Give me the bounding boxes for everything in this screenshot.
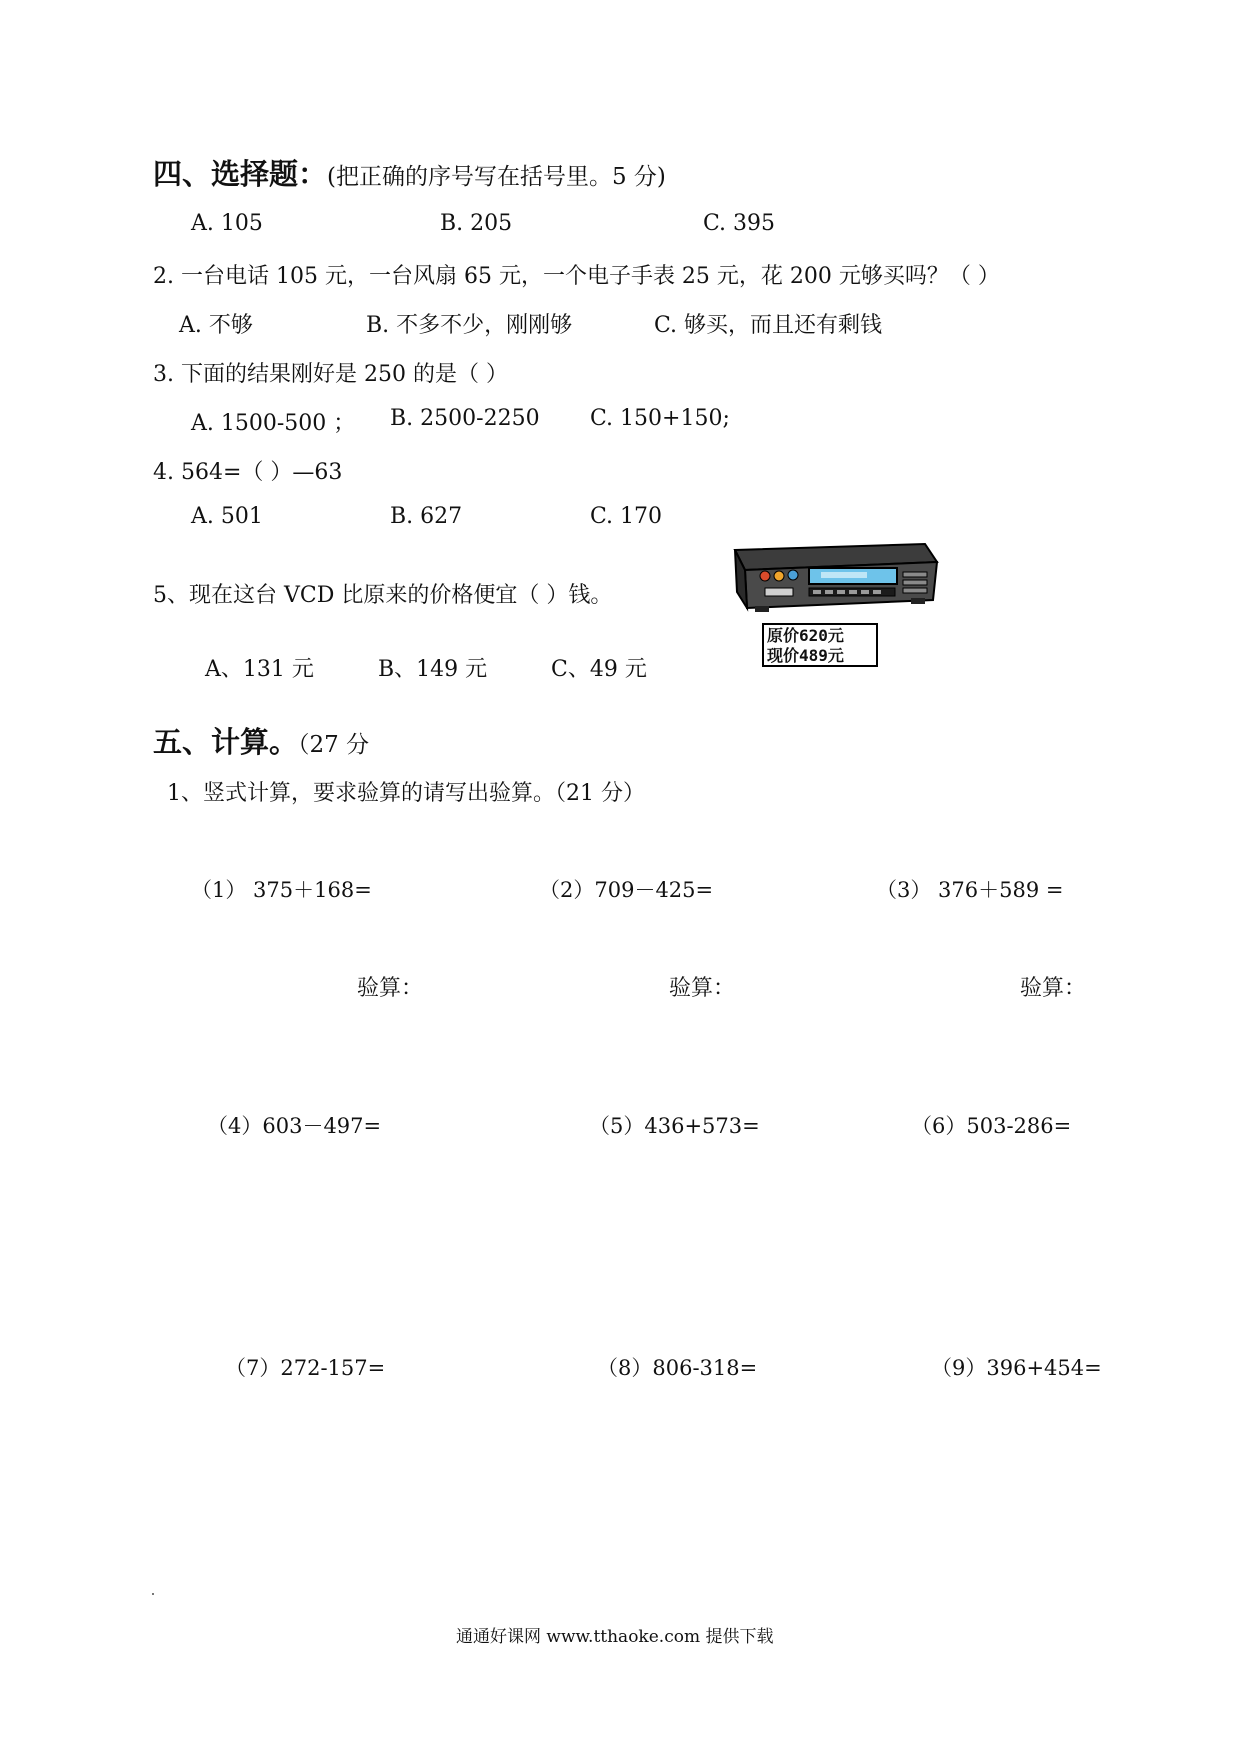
q4-option-a: A. 501 — [191, 504, 263, 529]
problem-6: （6）503-286= — [911, 1114, 1072, 1138]
section-4-title: 四、选择题： — [153, 157, 328, 191]
vcd-player-icon — [725, 532, 945, 632]
question-3: 3. 下面的结果刚好是 250 的是（ ） — [153, 362, 508, 387]
q1-option-c: C. 395 — [703, 211, 776, 236]
q3-option-c: C. 150+150; — [590, 406, 730, 431]
q4-option-b: B. 627 — [390, 504, 463, 529]
section-5-note: （27 分 — [298, 732, 370, 758]
section-5-title: 五、计算。 — [153, 725, 299, 759]
q1-option-a: A. 105 — [191, 211, 263, 236]
section-5-heading — [153, 720, 369, 761]
problem-7: （7）272-157= — [225, 1356, 386, 1380]
price-tag — [762, 623, 878, 667]
calc-instruction: 1、竖式计算，要求验算的请写出验算。（21 分） — [167, 781, 645, 806]
original-price: 原价620元 — [767, 626, 844, 645]
problem-8: （8）806-318= — [597, 1356, 758, 1380]
question-2: 2. 一台电话 105 元，一台风扇 65 元，一个电子手表 25 元，花 200 元够买吗？（ ） — [153, 264, 1000, 289]
section-4-heading — [153, 152, 666, 193]
current-price: 现价489元 — [767, 646, 844, 665]
q2-option-a: A. 不够 — [179, 313, 253, 338]
problem-3: （3） 376＋589 = — [876, 878, 1064, 902]
problem-1: （1） 375＋168= — [191, 878, 372, 902]
problem-9: （9）396+454= — [931, 1356, 1102, 1380]
q1-option-b: B. 205 — [440, 211, 513, 236]
q2-option-c: C. 够买，而且还有剩钱 — [654, 313, 883, 338]
problem-5: （5）436+573= — [589, 1114, 760, 1138]
question-4: 4. 564=（ ）—63 — [153, 460, 343, 485]
q5-option-a: A、131 元 — [205, 657, 314, 682]
check-label-3: 验算： — [1020, 976, 1087, 1001]
check-label-2: 验算： — [669, 976, 736, 1001]
question-5: 5、现在这台 VCD 比原来的价格便宜（ ）钱。 — [153, 583, 613, 608]
section-4-note: (把正确的序号写在括号里。5 分) — [327, 164, 666, 190]
q3-option-b: B. 2500-2250 — [390, 406, 540, 431]
q3-option-a: A. 1500-500 ； — [191, 411, 356, 436]
q2-option-b: B. 不多不少，刚刚够 — [366, 313, 573, 338]
check-label-1: 验算： — [357, 976, 424, 1001]
q4-option-c: C. 170 — [590, 504, 663, 529]
q5-option-b: B、149 元 — [378, 657, 488, 682]
problem-4: （4）603－497= — [207, 1114, 382, 1138]
stray-dot — [152, 1593, 154, 1595]
q5-option-c: C、49 元 — [551, 657, 647, 682]
footer-text: 通通好课网 www.tthaoke.com 提供下载 — [456, 1627, 774, 1647]
problem-2: （2）709－425= — [539, 878, 714, 902]
